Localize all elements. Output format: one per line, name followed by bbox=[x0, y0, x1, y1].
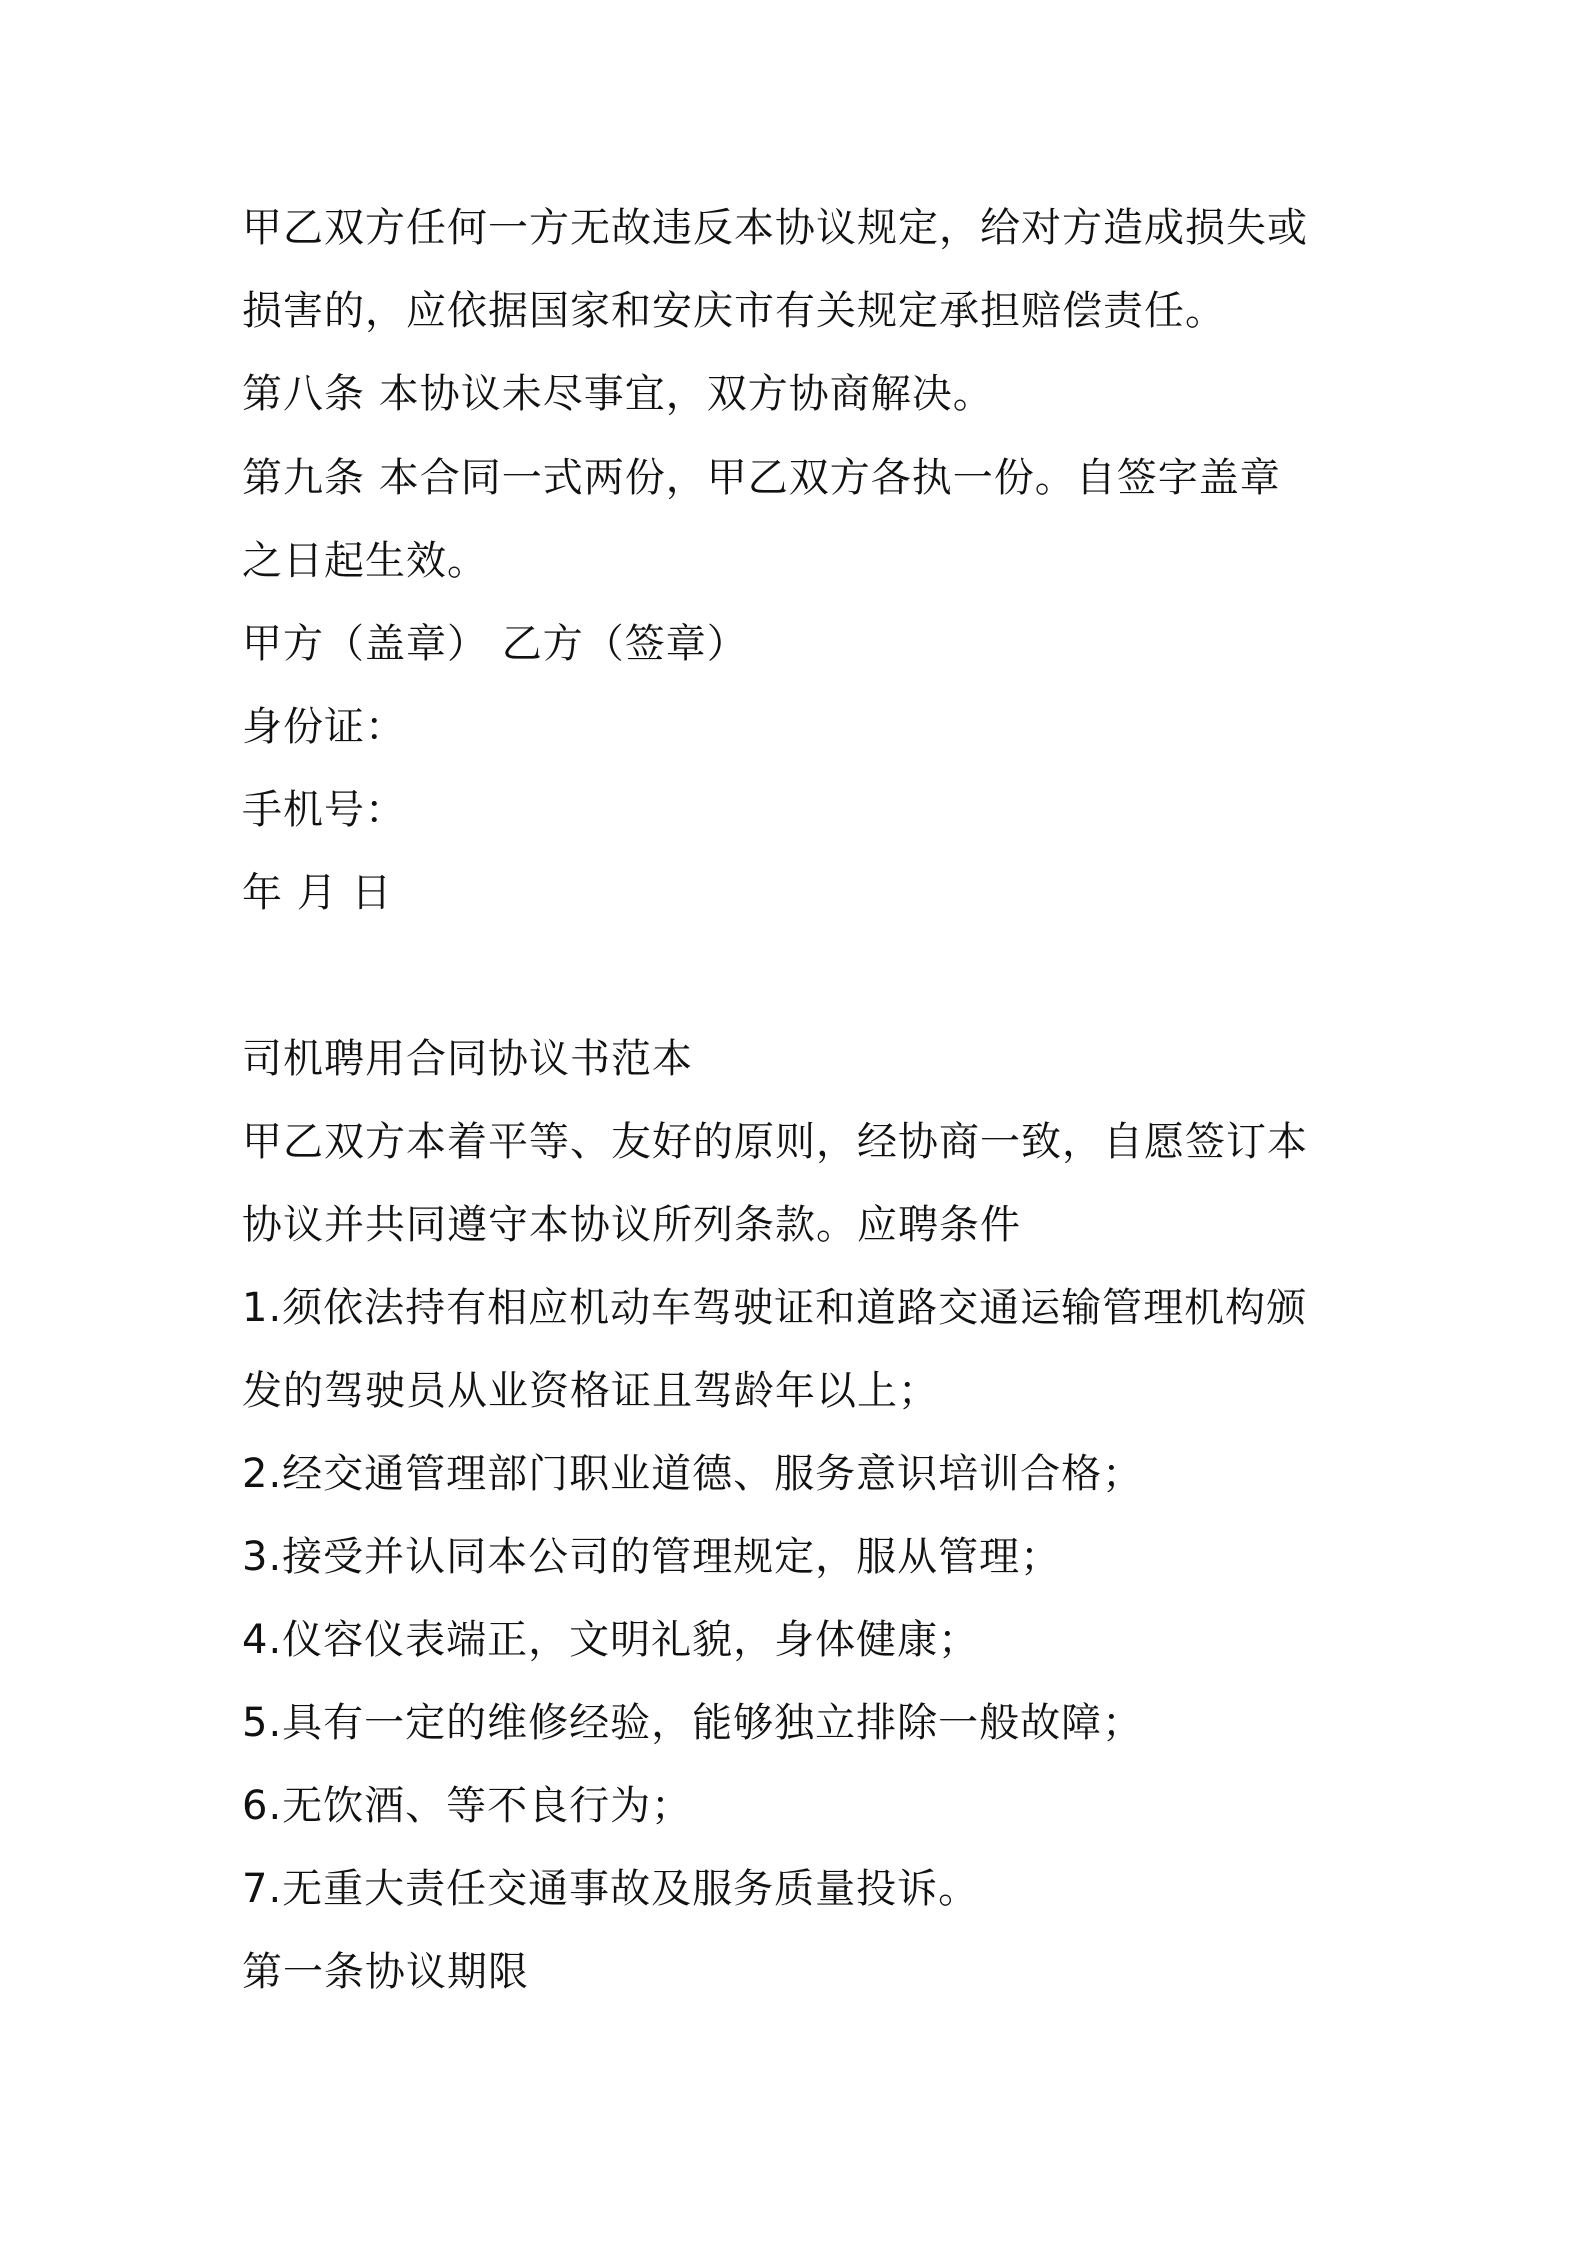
condition-item-5: 5.具有一定的维修经验，能够独立排除一般故障； bbox=[242, 1700, 1144, 1746]
paragraph-line: 协议并共同遵守本协议所列条款。应聘条件 bbox=[242, 1202, 1021, 1248]
signature-line: 甲方（盖章） 乙方（签章） bbox=[242, 621, 748, 667]
paragraph-line: 损害的，应依据国家和安庆市有关规定承担赔偿责任。 bbox=[242, 288, 1226, 334]
date-line: 年 月 日 bbox=[242, 870, 393, 916]
section-title: 司机聘用合同协议书范本 bbox=[242, 1036, 693, 1082]
paragraph-line: 之日起生效。 bbox=[242, 538, 488, 584]
condition-item-3: 3.接受并认同本公司的管理规定，服从管理； bbox=[242, 1534, 1062, 1580]
condition-item-4: 4.仪容仪表端正，文明礼貌，身体健康； bbox=[242, 1617, 980, 1663]
condition-item-7: 7.无重大责任交通事故及服务质量投诉。 bbox=[242, 1866, 980, 1912]
paragraph-line: 甲乙双方本着平等、友好的原则，经协商一致，自愿签订本 bbox=[242, 1119, 1308, 1165]
id-card-line: 身份证： bbox=[242, 704, 406, 750]
condition-item-1: 1.须依法持有相应机动车驾驶证和道路交通运输管理机构颁 bbox=[242, 1285, 1308, 1331]
phone-line: 手机号： bbox=[242, 787, 406, 833]
paragraph-line: 甲乙双方任何一方无故违反本协议规定，给对方造成损失或 bbox=[242, 205, 1308, 251]
article-1-heading: 第一条协议期限 bbox=[242, 1949, 529, 1995]
article-9-line: 第九条 本合同一式两份，甲乙双方各执一份。自签字盖章 bbox=[242, 455, 1281, 501]
condition-item-1-cont: 发的驾驶员从业资格证且驾龄年以上； bbox=[242, 1368, 939, 1414]
condition-item-6: 6.无饮酒、等不良行为； bbox=[242, 1783, 693, 1829]
condition-item-2: 2.经交通管理部门职业道德、服务意识培训合格； bbox=[242, 1451, 1144, 1497]
article-8-line: 第八条 本协议未尽事宜，双方协商解决。 bbox=[242, 371, 994, 417]
